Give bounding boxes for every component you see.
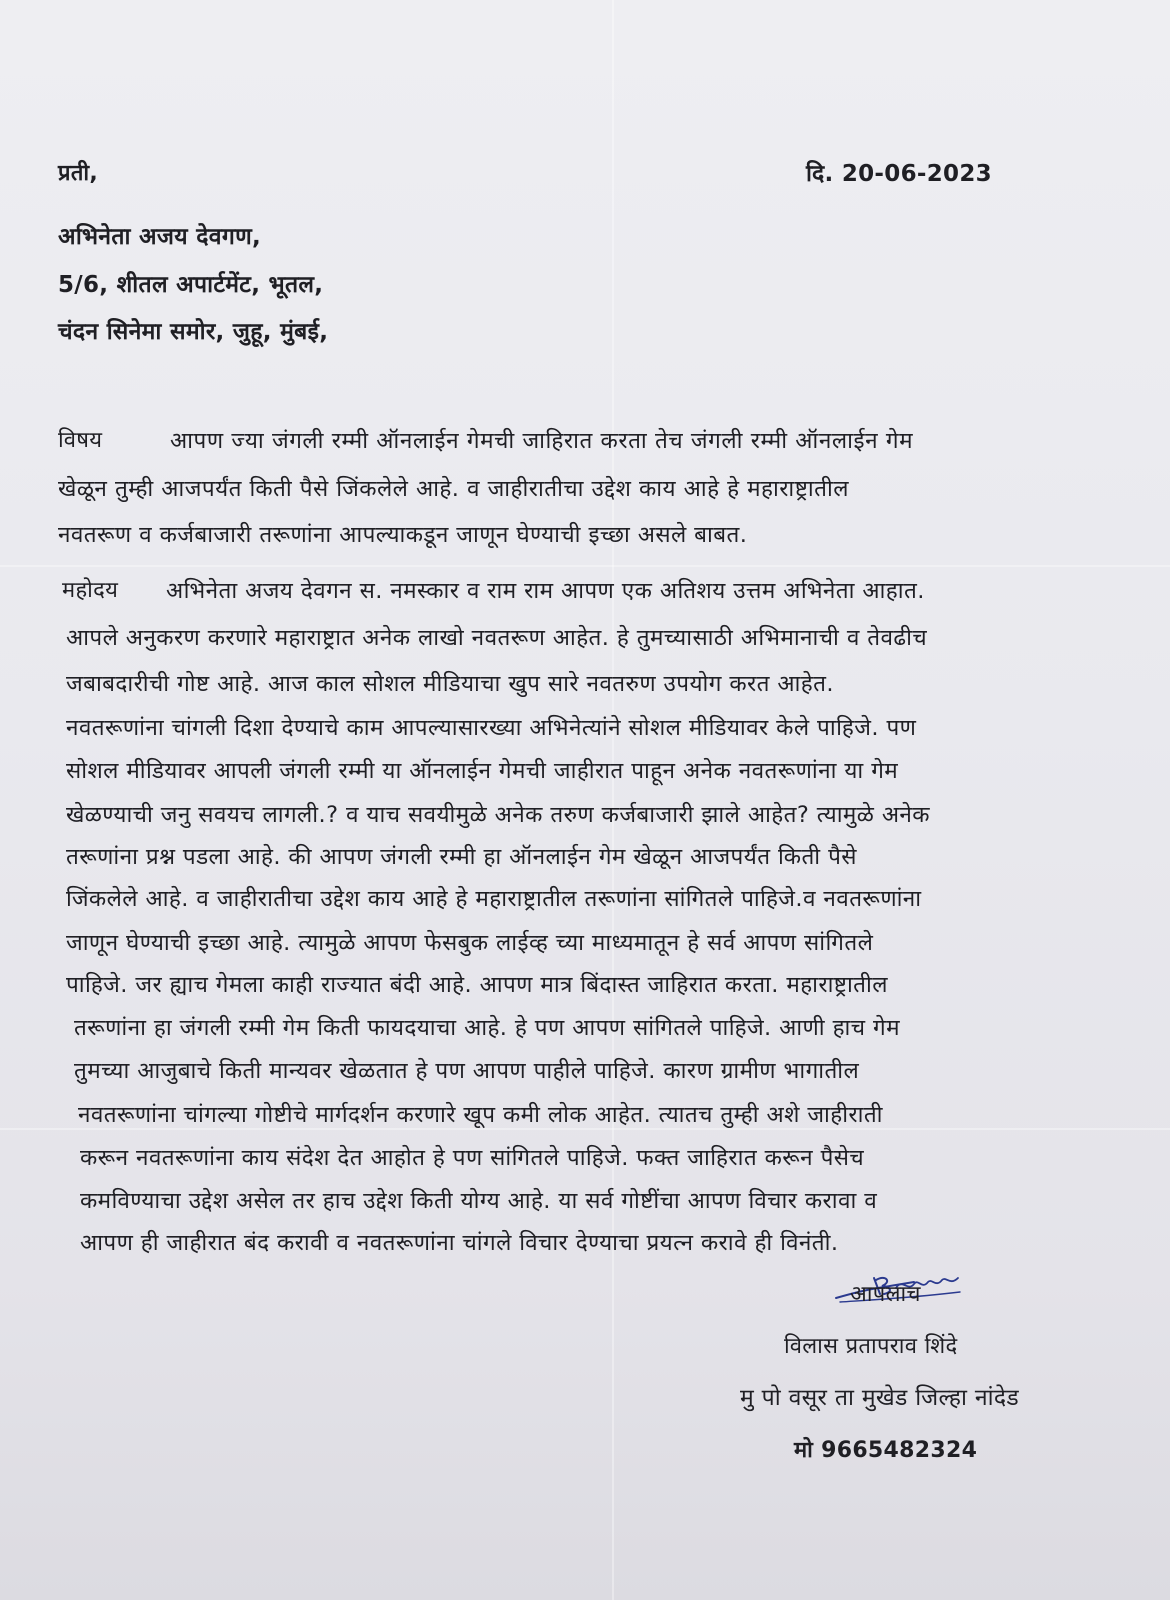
sender-mobile: मो 9665482324 xyxy=(794,1438,978,1463)
body-line: खेळण्याची जनु सवयच लागली.? व याच सवयीमुळे अनेक तरुण कर्जबाजारी झाले आहेत? त्यामुळे अनेक xyxy=(66,802,930,828)
body-line: सोशल मीडियावर आपली जंगली रम्मी या ऑनलाईन गेमची जाहीरात पाहून अनेक नवतरूणांना या गेम xyxy=(66,758,899,784)
letter-date: दि. 20-06-2023 xyxy=(806,161,992,187)
body-line: अभिनेता अजय देवगन स. नमस्कार व राम राम आपण एक अतिशय उत्तम अभिनेता आहात. xyxy=(166,578,925,604)
body-line: आपण ही जाहीरात बंद करावी व नवतरूणांना चांगले विचार देण्याचा प्रयत्न करावे ही विनंती. xyxy=(80,1230,839,1256)
body-line: जबाबदारीची गोष्ट आहे. आज काल सोशल मीडियाचा खुप सारे नवतरुण उपयोग करत आहेत. xyxy=(66,671,834,697)
body-line: जाणून घेण्याची इच्छा आहे. त्यामुळे आपण फेसबुक लाईव्ह च्या माध्यमातून हे सर्व आपण सांगितले xyxy=(66,930,874,956)
body-line: तुमच्या आजुबाचे किती मान्यवर खेळतात हे पण आपण पाहीले पाहिजे. कारण ग्रामीण भागातील xyxy=(74,1058,860,1084)
body-line: नवतरूणांना चांगल्या गोष्टीचे मार्गदर्शन करणारे खूप कमी लोक आहेत. त्यातच तुम्ही अशे जाहीराती xyxy=(78,1102,883,1128)
body-line: तरूणांना प्रश्न पडला आहे. की आपण जंगली रम्मी हा ऑनलाईन गेम खेळून आजपर्यंत किती पैसे xyxy=(66,844,857,870)
closing: आपलाच xyxy=(850,1282,921,1307)
body-line: तरूणांना हा जंगली रम्मी गेम किती फायदयाचा आहे. हे पण आपण सांगितले पाहिजे. आणी हाच गेम xyxy=(74,1015,900,1041)
body-line: जिंकलेले आहे. व जाहीरातीचा उद्देश काय आहे हे महाराष्ट्रातील तरूणांना सांगितले पाहिजे.व नवतरूणांना xyxy=(66,886,922,912)
body-line: कमविण्याचा उद्देश असेल तर हाच उद्देश किती योग्य आहे. या सर्व गोष्टींचा आपण विचार करावा व xyxy=(80,1188,878,1214)
sender-name: विलास प्रतापराव शिंदे xyxy=(784,1334,958,1359)
body-line: करून नवतरूणांना काय संदेश देत आहोत हे पण सांगितले पाहिजे. फक्त जाहिरात करून पैसेच xyxy=(80,1145,865,1171)
salutation: प्रती, xyxy=(58,161,99,186)
greeting-label: महोदय xyxy=(62,578,119,603)
recipient-name: अभिनेता अजय देवगण, xyxy=(58,224,262,250)
recipient-address-line: 5/6, शीतल अपार्टमेंट, भूतल, xyxy=(58,272,324,298)
recipient-address-line: चंदन सिनेमा समोर, जुहू, मुंबई, xyxy=(58,319,329,345)
paper-fold xyxy=(0,1128,1170,1130)
subject-line: आपण ज्या जंगली रम्मी ऑनलाईन गेमची जाहिरात करता तेच जंगली रम्मी ऑनलाईन गेम xyxy=(170,428,914,454)
subject-label: विषय xyxy=(58,428,103,453)
sender-address: मु पो वसूर ता मुखेड जिल्हा नांदेड xyxy=(740,1385,1019,1411)
paper-fold xyxy=(0,565,1170,567)
body-line: आपले अनुकरण करणारे महाराष्ट्रात अनेक लाखो नवतरूण आहेत. हे तुमच्यासाठी अभिमानाची व तेवढीच xyxy=(66,625,928,651)
subject-line: खेळून तुम्ही आजपर्यंत किती पैसे जिंकलेले आहे. व जाहीरातीचा उद्देश काय आहे हे महाराष्ट्रातील xyxy=(58,476,849,502)
body-line: नवतरूणांना चांगली दिशा देण्याचे काम आपल्यासारख्या अभिनेत्यांने सोशल मीडियावर केले पाहिजे. पण xyxy=(66,715,917,741)
subject-line: नवतरूण व कर्जबाजारी तरूणांना आपल्याकडून जाणून घेण्याची इच्छा असले बाबत. xyxy=(58,522,748,548)
body-line: पाहिजे. जर ह्याच गेमला काही राज्यात बंदी आहे. आपण मात्र बिंदास्त जाहिरात करता. महाराष्ट्रातील xyxy=(66,972,888,998)
paper-fold xyxy=(612,0,614,1600)
